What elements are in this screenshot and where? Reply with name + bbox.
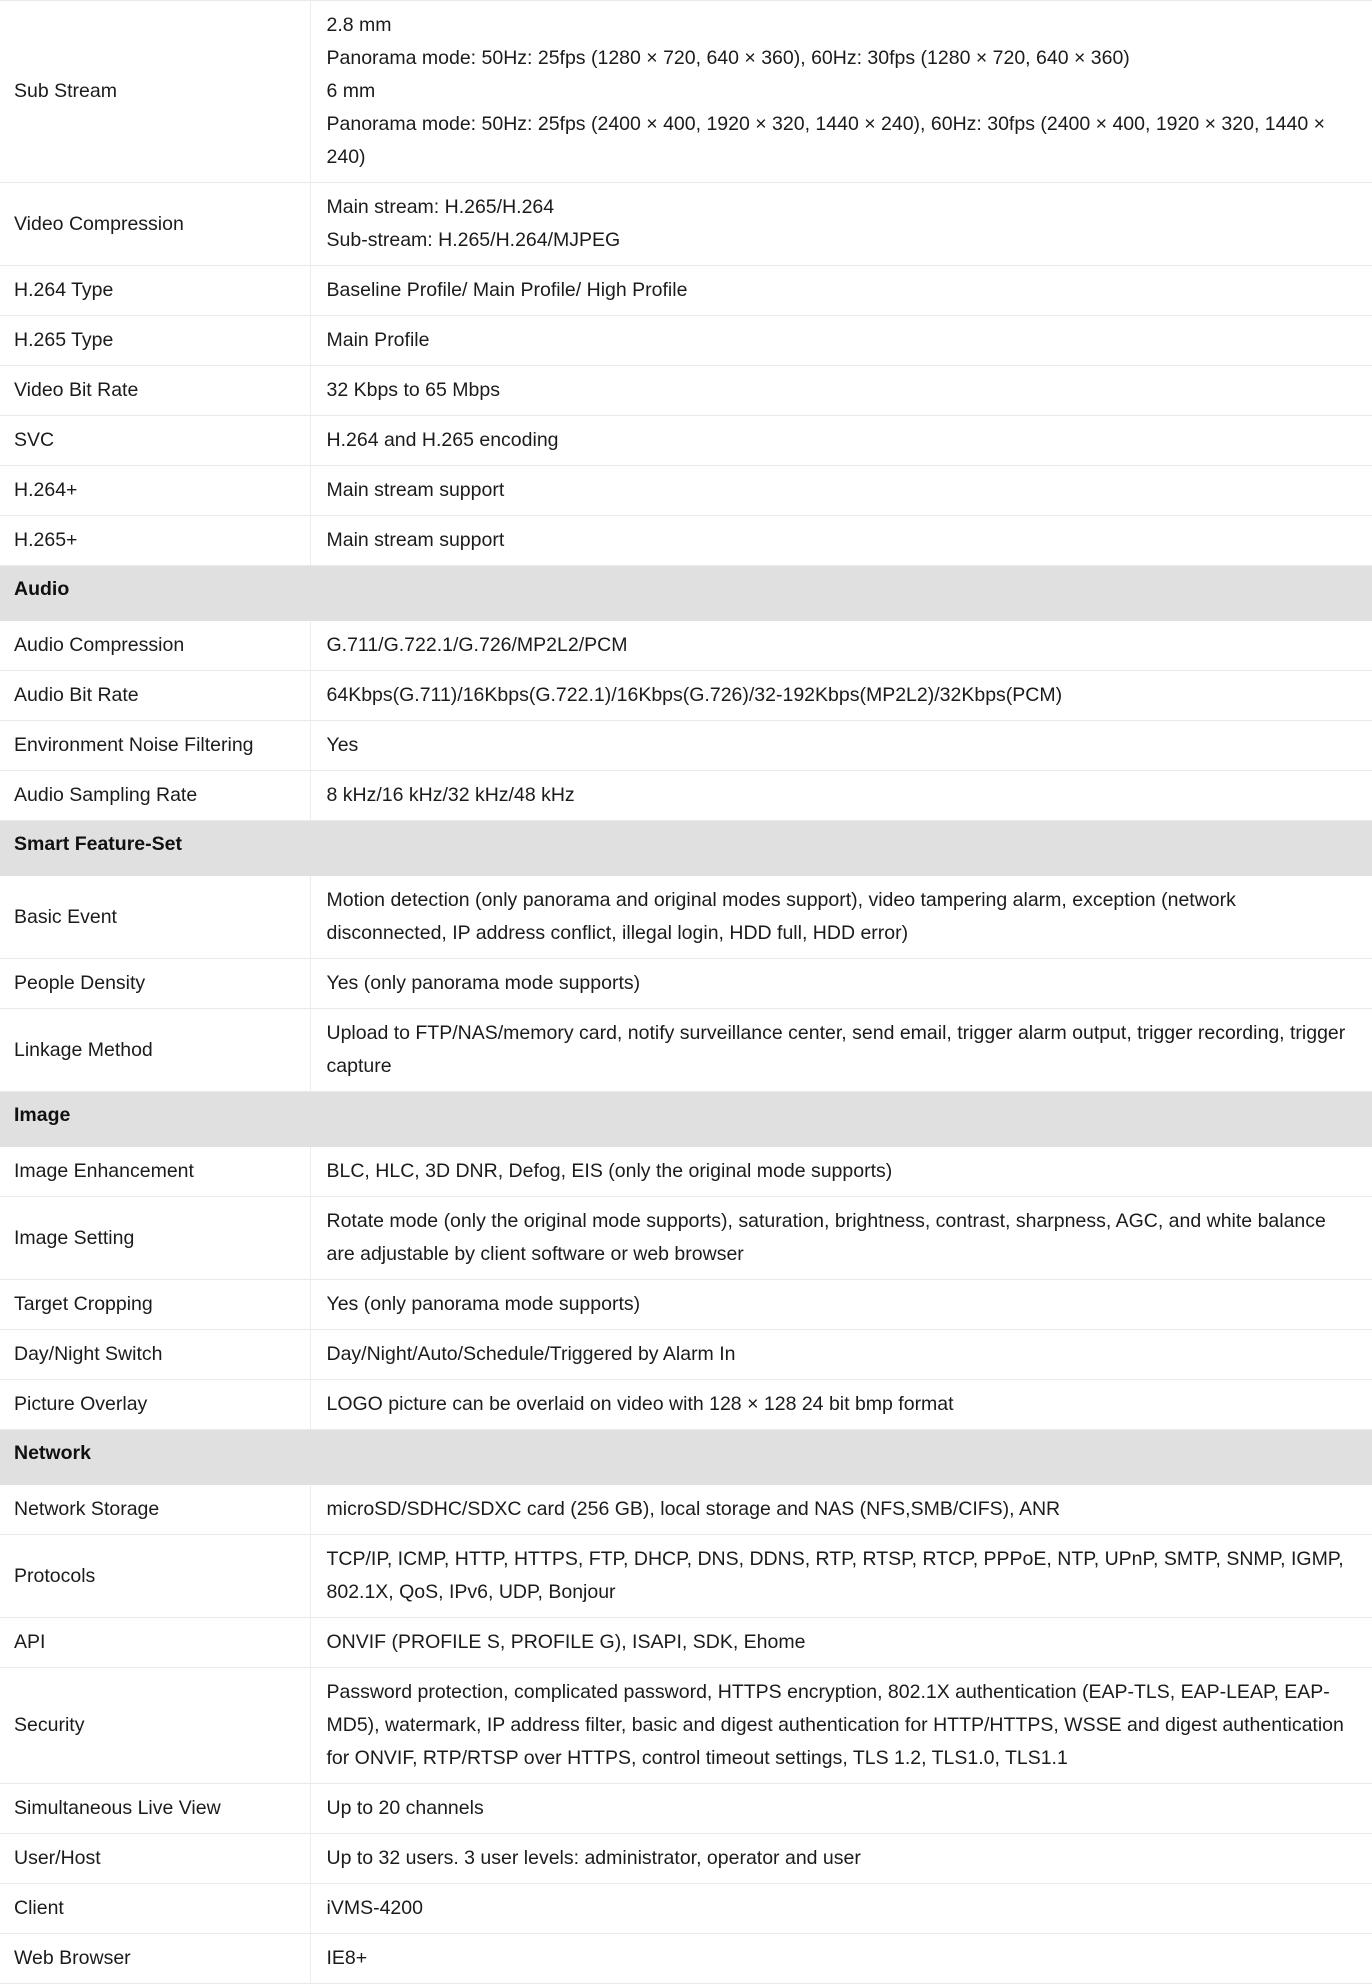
spec-value — [310, 1380, 1372, 1430]
spec-value — [310, 621, 1372, 671]
table-row — [0, 959, 1372, 1009]
spec-value-line: Yes (only panorama mode supports) — [326, 972, 641, 994]
spec-value — [310, 416, 1372, 466]
spec-label: H.265 Type — [0, 316, 310, 366]
spec-value-line: Main stream support — [326, 529, 505, 551]
spec-label: Security — [0, 1668, 310, 1784]
spec-value — [310, 671, 1372, 721]
spec-value — [310, 721, 1372, 771]
spec-value — [310, 1934, 1372, 1984]
spec-value-line: ONVIF (PROFILE S, PROFILE G), ISAPI, SDK, Ehome — [326, 1631, 806, 1653]
spec-value-line: Up to 20 channels — [326, 1797, 484, 1819]
table-row — [0, 721, 1372, 771]
table-row — [0, 366, 1372, 416]
spec-value-line: iVMS-4200 — [326, 1897, 423, 1919]
spec-value-line: Rotate mode (only the original mode supports), saturation, brightness, contrast, sharpness, AGC, and white balance are adjustable by client software or web browser — [326, 1210, 1326, 1265]
spec-value — [310, 1535, 1372, 1618]
table-row — [0, 1485, 1372, 1535]
spec-value-line: Motion detection (only panorama and original modes support), video tampering alarm, exception (network disconnected, IP address conflict, illegal login, HDD full, HDD error) — [326, 889, 1236, 944]
table-row — [0, 1934, 1372, 1984]
spec-value — [310, 366, 1372, 416]
spec-value-line: Panorama mode: 50Hz: 25fps (1280 × 720, 640 × 360), 60Hz: 30fps (1280 × 720, 640 × 360) — [326, 47, 1130, 69]
table-row — [0, 1618, 1372, 1668]
table-row — [0, 516, 1372, 566]
spec-value-line: H.264 and H.265 encoding — [326, 429, 559, 451]
spec-value-line: 6 mm — [326, 80, 376, 102]
spec-label: Image Enhancement — [0, 1147, 310, 1197]
spec-label: API — [0, 1618, 310, 1668]
table-row — [0, 1380, 1372, 1430]
spec-value — [310, 1834, 1372, 1884]
spec-value-line: Yes — [326, 734, 359, 756]
spec-label: Video Compression — [0, 183, 310, 266]
spec-value-line: microSD/SDHC/SDXC card (256 GB), local storage and NAS (NFS,SMB/CIFS), ANR — [326, 1498, 1061, 1520]
spec-value — [310, 1884, 1372, 1934]
spec-value — [310, 1147, 1372, 1197]
section-header-label: Smart Feature-Set — [0, 821, 1372, 876]
spec-value-line: Up to 32 users. 3 user levels: administrator, operator and user — [326, 1847, 861, 1869]
spec-value-line: Day/Night/Auto/Schedule/Triggered by Alarm In — [326, 1343, 736, 1365]
spec-value-line: BLC, HLC, 3D DNR, Defog, EIS (only the original mode supports) — [326, 1160, 893, 1182]
spec-label: Basic Event — [0, 876, 310, 959]
spec-value-line: Yes (only panorama mode supports) — [326, 1293, 641, 1315]
table-row — [0, 1, 1372, 183]
spec-label: Network Storage — [0, 1485, 310, 1535]
spec-label: Picture Overlay — [0, 1380, 310, 1430]
spec-label: Audio Bit Rate — [0, 671, 310, 721]
spec-value — [310, 771, 1372, 821]
section-header-label: Network — [0, 1430, 1372, 1485]
spec-value — [310, 1784, 1372, 1834]
section-header-row — [0, 566, 1372, 621]
spec-value — [310, 1618, 1372, 1668]
table-row — [0, 1147, 1372, 1197]
spec-value — [310, 466, 1372, 516]
section-header-row — [0, 821, 1372, 876]
spec-label: Sub Stream — [0, 1, 310, 183]
table-row — [0, 1834, 1372, 1884]
table-row — [0, 876, 1372, 959]
spec-label: H.265+ — [0, 516, 310, 566]
spec-value-line: 8 kHz/16 kHz/32 kHz/48 kHz — [326, 784, 575, 806]
spec-value-line: TCP/IP, ICMP, HTTP, HTTPS, FTP, DHCP, DNS, DDNS, RTP, RTSP, RTCP, PPPoE, NTP, UPnP, SMTP, SNMP, IGMP, 802.1X, QoS, IPv6, UDP, Bonjour — [326, 1548, 1344, 1603]
table-row — [0, 1535, 1372, 1618]
spec-value-line: G.711/G.722.1/G.726/MP2L2/PCM — [326, 634, 628, 656]
table-row — [0, 466, 1372, 516]
spec-value — [310, 1330, 1372, 1380]
spec-label: SVC — [0, 416, 310, 466]
spec-value-line: 32 Kbps to 65 Mbps — [326, 379, 500, 401]
table-row — [0, 1884, 1372, 1934]
table-row — [0, 1009, 1372, 1092]
spec-value-line: Main stream: H.265/H.264 — [326, 196, 555, 218]
spec-value-line: Main Profile — [326, 329, 430, 351]
spec-value — [310, 1009, 1372, 1092]
spec-value — [310, 1668, 1372, 1784]
table-row — [0, 1784, 1372, 1834]
table-row — [0, 771, 1372, 821]
spec-label: H.264+ — [0, 466, 310, 516]
spec-value — [310, 1197, 1372, 1280]
spec-label: Environment Noise Filtering — [0, 721, 310, 771]
spec-label: Web Browser — [0, 1934, 310, 1984]
table-row — [0, 1280, 1372, 1330]
spec-label: Client — [0, 1884, 310, 1934]
section-header-label: Audio — [0, 566, 1372, 621]
spec-value — [310, 183, 1372, 266]
spec-value-line: LOGO picture can be overlaid on video with 128 × 128 24 bit bmp format — [326, 1393, 954, 1415]
spec-value-line: Panorama mode: 50Hz: 25fps (2400 × 400, 1920 × 320, 1440 × 240), 60Hz: 30fps (2400 × 400, 1920 × 320, 1440 × 240) — [326, 113, 1325, 168]
table-row — [0, 1668, 1372, 1784]
spec-value-line: Upload to FTP/NAS/memory card, notify surveillance center, send email, trigger alarm output, trigger recording, trigger capture — [326, 1022, 1346, 1077]
spec-value-line: 2.8 mm — [326, 14, 392, 36]
spec-value — [310, 316, 1372, 366]
spec-value-line: Sub-stream: H.265/H.264/MJPEG — [326, 229, 621, 251]
spec-value-line: IE8+ — [326, 1947, 368, 1969]
table-row — [0, 1197, 1372, 1280]
spec-label: H.264 Type — [0, 266, 310, 316]
table-row — [0, 266, 1372, 316]
section-header-label: Image — [0, 1092, 1372, 1147]
spec-label: Target Cropping — [0, 1280, 310, 1330]
table-row — [0, 316, 1372, 366]
section-header-row — [0, 1430, 1372, 1485]
table-row — [0, 1330, 1372, 1380]
spec-label: Protocols — [0, 1535, 310, 1618]
spec-value — [310, 266, 1372, 316]
section-header-row — [0, 1092, 1372, 1147]
spec-value — [310, 516, 1372, 566]
spec-value — [310, 1280, 1372, 1330]
spec-label: Image Setting — [0, 1197, 310, 1280]
spec-label: Video Bit Rate — [0, 366, 310, 416]
spec-label: People Density — [0, 959, 310, 1009]
table-row — [0, 416, 1372, 466]
table-row — [0, 671, 1372, 721]
spec-label: Linkage Method — [0, 1009, 310, 1092]
spec-value — [310, 876, 1372, 959]
spec-label: Audio Compression — [0, 621, 310, 671]
spec-value — [310, 1485, 1372, 1535]
spec-value — [310, 1, 1372, 183]
spec-label: Audio Sampling Rate — [0, 771, 310, 821]
table-row — [0, 621, 1372, 671]
specification-table-body — [0, 1, 1372, 1984]
spec-value-line: 64Kbps(G.711)/16Kbps(G.722.1)/16Kbps(G.726)/32-192Kbps(MP2L2)/32Kbps(PCM) — [326, 684, 1063, 706]
spec-value-line: Baseline Profile/ Main Profile/ High Profile — [326, 279, 688, 301]
spec-label: User/Host — [0, 1834, 310, 1884]
spec-label: Day/Night Switch — [0, 1330, 310, 1380]
spec-value-line: Password protection, complicated password, HTTPS encryption, 802.1X authentication (EAP-TLS, EAP-LEAP, EAP-MD5), watermark, IP address filter, basic and digest authentication for HTTP/HTTPS, WSSE and digest authentication for ONVIF, RTP/RTSP over HTTPS, control timeout settings, TLS 1.2, TLS1.0, TLS1.1 — [326, 1681, 1344, 1769]
table-row — [0, 183, 1372, 266]
spec-value-line: Main stream support — [326, 479, 505, 501]
spec-label: Simultaneous Live View — [0, 1784, 310, 1834]
spec-value — [310, 959, 1372, 1009]
